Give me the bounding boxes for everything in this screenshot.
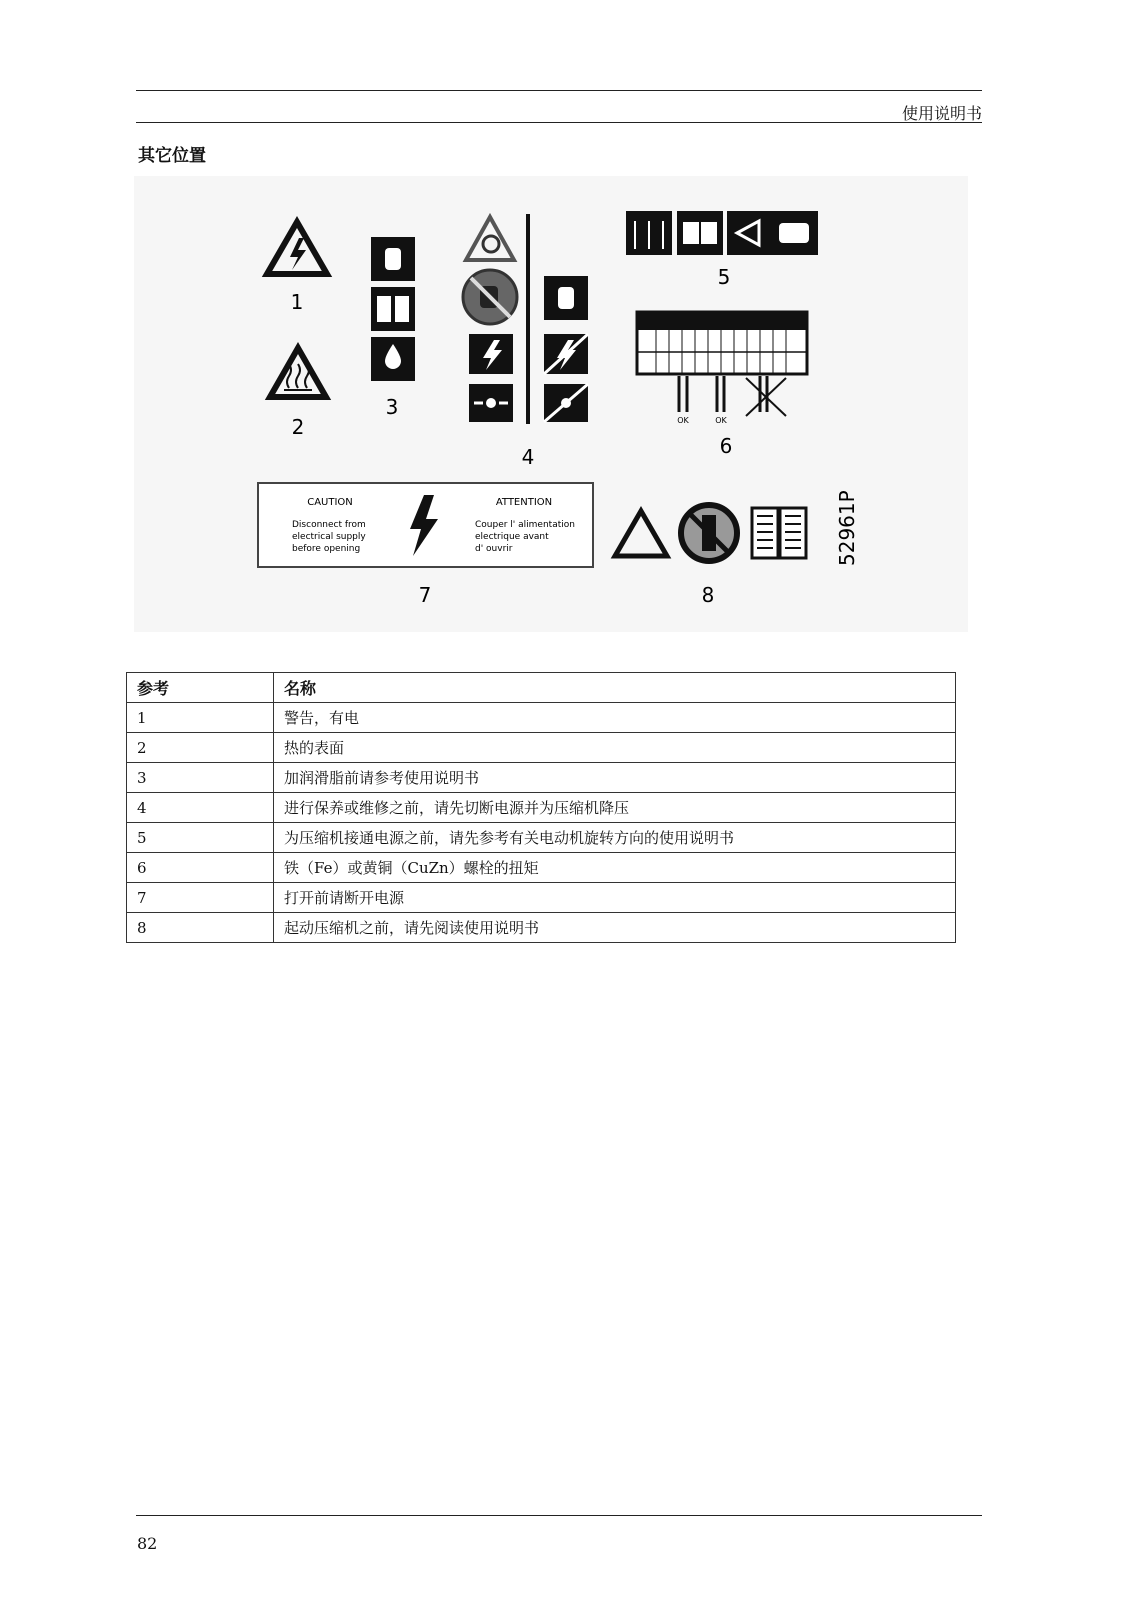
page-number: 82 bbox=[137, 1534, 158, 1553]
ok-label-1: OK bbox=[677, 416, 689, 425]
table-row bbox=[127, 793, 956, 823]
callout-1: 1 bbox=[290, 290, 304, 314]
column-header-name: 名称 bbox=[274, 673, 956, 703]
table-row bbox=[127, 763, 956, 793]
ref-cell: 1 bbox=[127, 703, 274, 733]
name-cell: 打开前请断开电源 bbox=[274, 883, 956, 913]
warning-electric-icon bbox=[267, 222, 327, 274]
ok-label-2: OK bbox=[715, 416, 727, 425]
name-cell: 为压缩机接通电源之前，请先参考有关电动机旋转方向的使用说明书 bbox=[274, 823, 956, 853]
ref-cell: 6 bbox=[127, 853, 274, 883]
caution-line-1: Disconnect from bbox=[292, 520, 366, 530]
table-row bbox=[127, 823, 956, 853]
ref-cell: 3 bbox=[127, 763, 274, 793]
footer-rule bbox=[136, 1515, 982, 1516]
callout-8: 8 bbox=[701, 583, 715, 607]
attention-line-3: d' ouvrir bbox=[475, 544, 513, 554]
caution-title: CAUTION bbox=[307, 497, 353, 508]
callout-4: 4 bbox=[521, 445, 535, 469]
name-cell: 热的表面 bbox=[274, 733, 956, 763]
ref-cell: 4 bbox=[127, 793, 274, 823]
name-cell: 铁（Fe）或黄铜（CuZn）螺栓的扭矩 bbox=[274, 853, 956, 883]
table-row bbox=[127, 853, 956, 883]
name-cell: 起动压缩机之前，请先阅读使用说明书 bbox=[274, 913, 956, 943]
table-row bbox=[127, 733, 956, 763]
header-title: 使用说明书 bbox=[901, 104, 982, 123]
attention-line-2: electrique avant bbox=[475, 532, 549, 542]
name-cell: 进行保养或维修之前，请先切断电源并为压缩机降压 bbox=[274, 793, 956, 823]
callout-5: 5 bbox=[717, 265, 731, 289]
name-cell: 加润滑脂前请参考使用说明书 bbox=[274, 763, 956, 793]
table-row bbox=[127, 703, 956, 733]
torque-table-icon bbox=[637, 312, 807, 416]
caution-line-2: electrical supply bbox=[292, 532, 366, 542]
caution-line-3: before opening bbox=[292, 544, 361, 554]
hot-surface-icon bbox=[270, 348, 326, 397]
callout-7: 7 bbox=[418, 583, 432, 607]
ref-cell: 5 bbox=[127, 823, 274, 853]
table-row bbox=[127, 883, 956, 913]
table-header-row bbox=[127, 673, 956, 703]
header-rule-bottom bbox=[136, 122, 982, 123]
callout-3: 3 bbox=[385, 395, 399, 419]
section-title: 其它位置 bbox=[138, 146, 206, 166]
maintenance-warning-icons bbox=[463, 214, 588, 424]
grease-label-icons bbox=[371, 237, 415, 381]
header-rule-top bbox=[136, 90, 982, 91]
reference-table bbox=[126, 672, 956, 943]
rotation-direction-icons bbox=[626, 211, 818, 255]
attention-title: ATTENTION bbox=[495, 497, 553, 508]
callout-2: 2 bbox=[291, 415, 305, 439]
table-row bbox=[127, 913, 956, 943]
ref-cell: 7 bbox=[127, 883, 274, 913]
read-manual-icons bbox=[615, 505, 806, 561]
part-number: 52961P bbox=[835, 490, 859, 566]
ref-cell: 2 bbox=[127, 733, 274, 763]
column-header-ref: 参考 bbox=[127, 673, 274, 703]
ref-cell: 8 bbox=[127, 913, 274, 943]
attention-line-1: Couper l' alimentation bbox=[475, 520, 575, 530]
name-cell: 警告，有电 bbox=[274, 703, 956, 733]
callout-6: 6 bbox=[719, 434, 733, 458]
decal-figure bbox=[134, 176, 968, 632]
